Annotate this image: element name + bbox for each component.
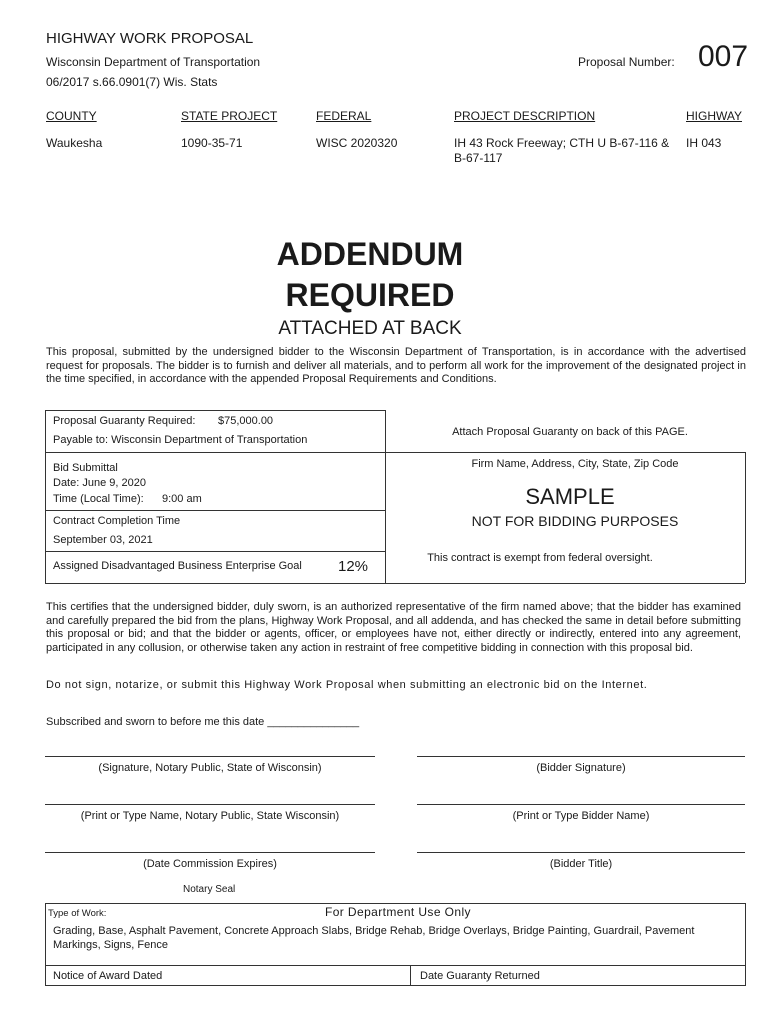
date-guaranty-returned: Date Guaranty Returned: [420, 970, 540, 982]
info-box-row-line-3: [45, 551, 385, 552]
certification-paragraph: This certifies that the undersigned bidder, duly sworn, is an authorized representative of the firm named above; that the bidder has examined and carefully prepared the bid from the plans, Highway Work Proposal, and all addenda, and has checked the same in detail before submitting this proposal or bid; and that the bidder or agents, officer, or employees have not, either directly or indirectly, entered into any agreement, participated in any collusion, or otherwise taken any action in restraint of free competitive bidding in connection with this proposal bid.: [46, 601, 741, 654]
form-title: HIGHWAY WORK PROPOSAL: [46, 30, 254, 47]
sample-watermark: SAMPLE: [525, 484, 615, 509]
highway-value: IH 043: [686, 136, 722, 150]
header-state-project: STATE PROJECT: [181, 109, 278, 123]
bidder-name-caption: (Print or Type Bidder Name): [512, 810, 650, 822]
bidder-signature-line[interactable]: [417, 756, 745, 757]
bid-submittal-label: Bid Submittal: [53, 462, 118, 474]
info-box-row-line-1: [45, 452, 745, 453]
notary-seal: Notary Seal: [183, 884, 236, 895]
department-name: Wisconsin Department of Transportation: [46, 55, 261, 69]
addendum-heading: ADDENDUM: [276, 236, 464, 272]
type-of-work-description: Grading, Base, Asphalt Pavement, Concrete Approach Slabs, Bridge Rehab, Bridge Overlays, Bridge Painting, Guardrail, Pavement Markings, Signs, Fence: [53, 925, 695, 951]
department-use-label: For Department Use Only: [325, 905, 471, 919]
notary-signature-line[interactable]: [45, 756, 375, 757]
bidder-signature-caption: (Bidder Signature): [536, 762, 626, 774]
electronic-bid-note: Do not sign, notarize, or submit this Highway Work Proposal when submitting an electronic bid on the Internet.: [46, 679, 648, 691]
bid-time-label: Time (Local Time):: [53, 493, 144, 505]
header-federal: FEDERAL: [316, 109, 372, 123]
notice-of-award: Notice of Award Dated: [53, 970, 163, 982]
guaranty-label: Proposal Guaranty Required:: [53, 415, 196, 427]
department-box-vertical: [410, 965, 411, 985]
header-project-description: PROJECT DESCRIPTION: [454, 109, 596, 123]
federal-exempt-note: This contract is exempt from federal oversight.: [427, 552, 653, 564]
federal-value: WISC 2020320: [316, 136, 398, 150]
payable-to: Payable to: Wisconsin Department of Transportation: [53, 434, 308, 446]
statute-reference: 06/2017 s.66.0901(7) Wis. Stats: [46, 75, 218, 89]
guaranty-amount: $75,000.00: [218, 415, 274, 427]
bidder-title-line[interactable]: [417, 852, 745, 853]
info-box-left-border: [45, 410, 46, 583]
bid-time-value: 9:00 am: [162, 493, 202, 505]
bid-date: Date: June 9, 2020: [53, 477, 146, 489]
required-heading: REQUIRED: [285, 277, 455, 313]
firm-label: Firm Name, Address, City, State, Zip Code: [471, 458, 679, 470]
attached-at-back: ATTACHED AT BACK: [278, 318, 462, 339]
not-for-bidding: NOT FOR BIDDING PURPOSES: [471, 513, 679, 529]
dbe-goal-label: Assigned Disadvantaged Business Enterprise Goal: [53, 560, 302, 572]
proposal-number-label: Proposal Number:: [578, 55, 675, 69]
dbe-goal-value: 12%: [338, 558, 369, 575]
commission-expires-line[interactable]: [45, 852, 375, 853]
attach-guaranty-note: Attach Proposal Guaranty on back of this PAGE.: [452, 426, 688, 438]
header-highway: HIGHWAY: [686, 109, 742, 123]
department-box-divider: [45, 965, 745, 966]
notary-name-line[interactable]: [45, 804, 375, 805]
info-box-row-line-2: [45, 510, 385, 511]
notary-name-caption: (Print or Type Name, Notary Public, State Wisconsin): [80, 810, 340, 822]
notary-signature-caption: (Signature, Notary Public, State of Wisconsin): [98, 762, 322, 774]
state-project-value: 1090-35-71: [181, 136, 243, 150]
county-value: Waukesha: [46, 136, 103, 150]
bidder-name-line[interactable]: [417, 804, 745, 805]
project-description-value: IH 43 Rock Freeway; CTH U B-67-116 & B-67-117: [454, 136, 670, 165]
info-box-bottom-border: [45, 583, 745, 584]
subscribed-sworn: Subscribed and sworn to before me this date _______________: [46, 716, 360, 728]
completion-label: Contract Completion Time: [53, 515, 181, 527]
header-county: COUNTY: [46, 109, 97, 123]
info-box-top-border: [45, 410, 385, 411]
commission-expires-caption: (Date Commission Expires): [143, 858, 277, 870]
completion-date: September 03, 2021: [53, 534, 153, 546]
bidder-title-caption: (Bidder Title): [549, 858, 613, 870]
intro-paragraph: This proposal, submitted by the undersigned bidder to the Wisconsin Department of Transportation, is in accordance with the advertised request for proposals. The bidder is to furnish and deliver all materials, and to perform all work for the improvement of the designated project in the time specified, in accordance with the appended Proposal Requirements and Conditions.: [46, 346, 746, 385]
proposal-number: 007: [698, 40, 749, 73]
type-of-work-label: Type of Work:: [48, 908, 107, 919]
